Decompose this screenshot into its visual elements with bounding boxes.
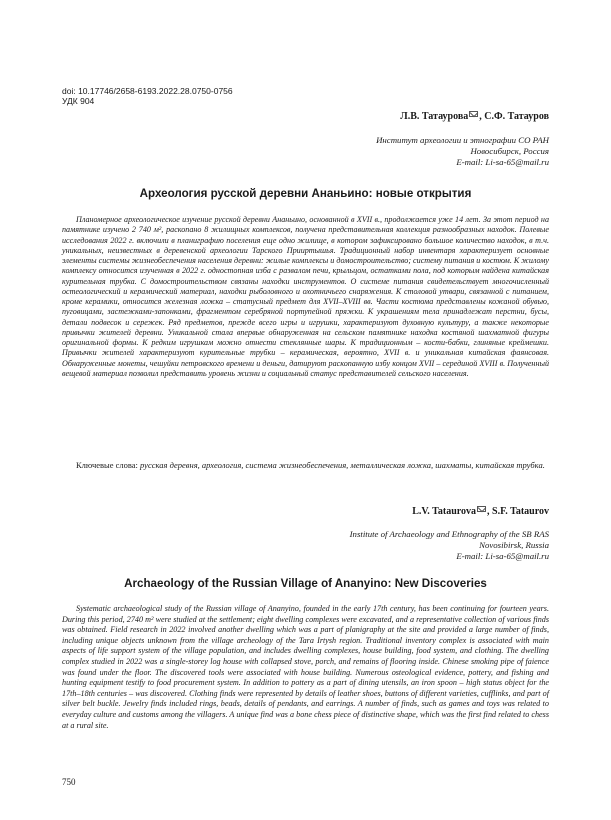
abstract-ru: Планомерное археологическое изучение русской деревни Ананьино, основанной в XVII в., продолжается уже 14 лет. За этот период на памятнике изучено 2 740 м², раскопано 8 жилищных комплексов, получена представительная коллекция разнообразных находок. Полевые исследования 2022 г. включили в планиграфию поселения еще одно жилище, в котором зафиксировано большое количество находок, в т.ч. уникальных, неизвестных в деревенской археологии Тарского Прииртышья. Традиционный набор инвентаря характеризует основные элементы системы жизнеобеспечения населения деревни: жилые комплексы и домостроительство; систему питания и костюм. К жилому комплексу относится изученная в 2022 г. одностопная изба с развалом печи, крыльцом, остатками пола, под которым найдена китайская курительная трубка. С домостроительством связаны находки инструментов. О системе питания свидетельствует многочисленный остеологический и керамический материал, находки рыболовного и охотничьего снаряжения. К столовой утвари, связанной с питанием, кроме керамики, относится железная ложка – статусный предмет для XVII–XVIII вв. Части костюма представлены кожаной обувью, пуговицами, застежками-запонками, фрагментом серебряной портупейной пряжки. К украшениям тела принадлежат перстни, бусы, детали подвесок и сережек. Ряд предметов, прежде всего игры и игрушки, характеризуют духовную культуру, а также некоторые привычки жителей деревни. Уникальной стала впервые обнаруженная на сельском памятнике находка костяной шахматной фигуры оригинальной формы. К редким игрушкам можно отнести стеклянные шары. К традиционным – кости-бабки, глиняные креймешки. Привычки жителей характеризуют курительные трубки – керамическая, вероятно, XVII в. и уникальная китайская фаянсовая. Обнаруженные монеты, чешуйки петровского времени и деньги, датируют раскопанную избу концом XVII – серединой XVIII в. Полученный вещевой материал позволил представить уровень жизни и социальный статус представителей сельского населения. xyxy=(62,215,549,378)
affiliation-ru-institute: Институт археологии и этнографии СО РАН xyxy=(376,135,549,145)
affiliation-en-institute: Institute of Archaeology and Ethnography of the SB RAS xyxy=(349,529,549,539)
email-envelope-icon xyxy=(477,506,486,512)
title-en: Archaeology of the Russian Village of Ananyino: New Discoveries xyxy=(124,577,487,590)
keywords-label: Ключевые слова: xyxy=(76,460,138,470)
affiliation-ru-city: Новосибирск, Россия xyxy=(470,146,549,156)
affiliation-ru xyxy=(376,135,549,168)
doi-line: doi: 10.17746/2658-6193.2022.28.0750-0756 xyxy=(62,86,233,96)
authors-ru xyxy=(400,111,549,122)
udk-line: УДК 904 xyxy=(62,96,95,106)
affiliation-en-email: E-mail: Li-sa-65@mail.ru xyxy=(456,551,549,561)
author-ru-2: , С.Ф. Татауров xyxy=(479,111,549,122)
page-number: 750 xyxy=(62,777,76,787)
author-en-1: L.V. Tataurova xyxy=(412,506,477,517)
affiliation-en xyxy=(350,529,549,562)
keywords-ru xyxy=(62,460,549,471)
author-ru-1: Л.В. Татаурова xyxy=(400,111,469,122)
email-envelope-icon xyxy=(469,111,478,117)
keywords-list: русская деревня, археология, система жизнеобеспечения, металлическая ложка, шахматы, китайская трубка. xyxy=(137,460,545,470)
authors-en xyxy=(412,506,549,517)
title-ru: Археология русской деревни Ананьино: новые открытия xyxy=(139,187,472,200)
author-en-2: , S.F. Tataurov xyxy=(487,506,549,517)
affiliation-en-city: Novosibirsk, Russia xyxy=(479,540,549,550)
affiliation-ru-email: E-mail: Li-sa-65@mail.ru xyxy=(456,157,549,167)
abstract-en: Systematic archaeological study of the Russian village of Ananyino, founded in the early 17th century, has been continuing for fourteen years. During this period, 2740 m² were studied at the settlement; eight dwelling complexes were excavated, and a representative collection of various finds was obtained. Field research in 2022 involved another dwelling which was a part of planigraphy at the site and provided a large number of finds, including unique objects unknown from the village archeology of the Tara Irtysh region. Traditional inventory complex is associated with main aspects of life support system of the village population, and includes dwelling complexes, house building, food system, and clothing. The dwelling complex studied in 2022 was a single-storey log house with collapsed stove, porch, and remains of flooring inside. Chinese smoking pipe of faience was found under the floor. The discovered tools were associated with house building. Numerous osteological evidence, pottery, and fishing and hunting equipment testify to food procurement system. In addition to pottery as a part of dining utensils, an iron spoon – high status object for the 17th–18th centuries – was discovered. Clothing finds were represented by details of leather shoes, buttons of different varieties, cufflinks, and part of silver belt buckle. Jewelry finds included rings, beads, details of pendants, and earrings. A number of finds, such as games and toys was related to everyday culture and customs among the villagers. A unique find was a bone chess piece of distinctive shape, which was the first find related to chess at a rural site. xyxy=(62,604,549,730)
